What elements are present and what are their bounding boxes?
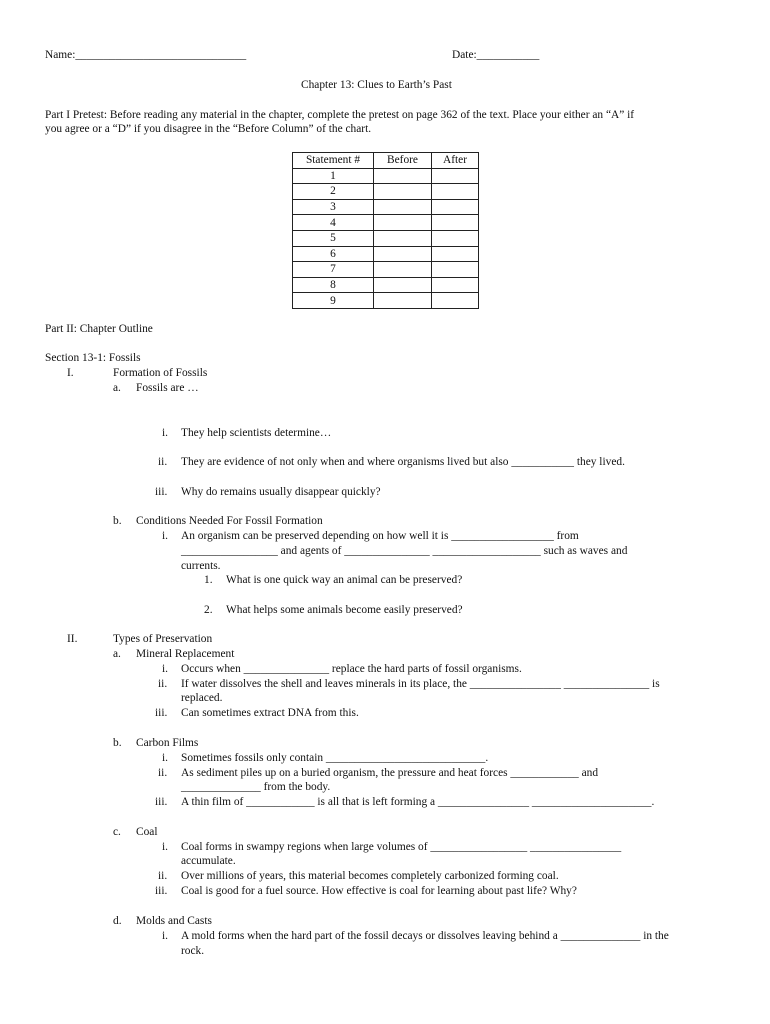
table-row bbox=[293, 215, 479, 231]
before-cell[interactable] bbox=[374, 293, 432, 309]
outline-letter: b. bbox=[113, 737, 122, 749]
statement-number: 4 bbox=[293, 215, 374, 231]
before-cell[interactable] bbox=[374, 199, 432, 215]
item-text: They help scientists determine… bbox=[181, 427, 332, 439]
outline-roman: ii. bbox=[158, 456, 168, 468]
item-text: currents. bbox=[181, 560, 221, 572]
heading-formation: Formation of Fossils bbox=[113, 367, 208, 379]
outline-letter: a. bbox=[113, 648, 121, 660]
chart-header-row bbox=[293, 153, 479, 169]
statement-number: 5 bbox=[293, 230, 374, 246]
item-text: Conditions Needed For Fossil Formation bbox=[136, 515, 323, 527]
outline-letter: b. bbox=[113, 515, 122, 527]
before-cell[interactable] bbox=[374, 168, 432, 184]
outline-roman: ii. bbox=[158, 678, 168, 690]
item-text: Can sometimes extract DNA from this. bbox=[181, 707, 359, 719]
statement-number: 7 bbox=[293, 262, 374, 278]
after-cell[interactable] bbox=[432, 293, 479, 309]
table-row bbox=[293, 230, 479, 246]
item-text: An organism can be preserved depending on how well it is __________________ from bbox=[181, 530, 579, 542]
item-text: Coal bbox=[136, 826, 158, 838]
item-text: Carbon Films bbox=[136, 737, 199, 749]
chart-header-statement: Statement # bbox=[293, 153, 374, 169]
outline-number: 1. bbox=[204, 574, 213, 586]
outline-letter: c. bbox=[113, 826, 121, 838]
item-text: _________________ and agents of _______________ ___________________ such as waves and bbox=[181, 545, 628, 557]
after-cell[interactable] bbox=[432, 277, 479, 293]
outline-roman: i. bbox=[162, 930, 169, 942]
outline-number: I. bbox=[67, 367, 74, 379]
chart-header-after: After bbox=[432, 153, 479, 169]
part1-instructions-line2: you agree or a “D” if you disagree in the “Before Column” of the chart. bbox=[45, 123, 372, 135]
statement-number: 8 bbox=[293, 277, 374, 293]
after-cell[interactable] bbox=[432, 199, 479, 215]
item-text: rock. bbox=[181, 945, 205, 957]
section-title: Section 13-1: Fossils bbox=[45, 352, 141, 364]
item-text: Molds and Casts bbox=[136, 915, 212, 927]
item-text: If water dissolves the shell and leaves minerals in its place, the ________________ _______________ is bbox=[181, 678, 660, 690]
item-text: A thin film of ____________ is all that is left forming a ________________ _____________________. bbox=[181, 796, 655, 808]
name-field[interactable]: Name:______________________________ bbox=[45, 49, 247, 61]
table-row bbox=[293, 277, 479, 293]
date-field[interactable]: Date:___________ bbox=[452, 49, 540, 61]
item-text: Sometimes fossils only contain ____________________________. bbox=[181, 752, 489, 764]
table-row bbox=[293, 293, 479, 309]
after-cell[interactable] bbox=[432, 168, 479, 184]
outline-letter: a. bbox=[113, 382, 121, 394]
page-title: Chapter 13: Clues to Earth’s Past bbox=[301, 79, 452, 91]
outline-roman: i. bbox=[162, 841, 169, 853]
item-text: Occurs when _______________ replace the hard parts of fossil organisms. bbox=[181, 663, 522, 675]
part2-title: Part II: Chapter Outline bbox=[45, 323, 153, 335]
after-cell[interactable] bbox=[432, 215, 479, 231]
table-row bbox=[293, 168, 479, 184]
outline-number: 2. bbox=[204, 604, 213, 616]
item-text: Over millions of years, this material becomes completely carbonized forming coal. bbox=[181, 870, 559, 882]
item-text: What helps some animals become easily preserved? bbox=[226, 604, 463, 616]
after-cell[interactable] bbox=[432, 246, 479, 262]
before-cell[interactable] bbox=[374, 246, 432, 262]
item-text: Fossils are … bbox=[136, 382, 199, 394]
item-text: Coal forms in swampy regions when large volumes of _________________ ________________ bbox=[181, 841, 622, 853]
statement-number: 3 bbox=[293, 199, 374, 215]
before-cell[interactable] bbox=[374, 230, 432, 246]
table-row bbox=[293, 262, 479, 278]
outline-roman: i. bbox=[162, 752, 169, 764]
item-text: A mold forms when the hard part of the fossil decays or dissolves leaving behind a ______________ in the bbox=[181, 930, 669, 942]
outline-roman: ii. bbox=[158, 870, 168, 882]
statement-number: 6 bbox=[293, 246, 374, 262]
item-text: What is one quick way an animal can be preserved? bbox=[226, 574, 463, 586]
item-text: accumulate. bbox=[181, 855, 236, 867]
after-cell[interactable] bbox=[432, 184, 479, 200]
statement-number: 2 bbox=[293, 184, 374, 200]
outline-roman: iii. bbox=[155, 486, 168, 498]
chart-header-before: Before bbox=[374, 153, 432, 169]
outline-roman: ii. bbox=[158, 767, 168, 779]
before-cell[interactable] bbox=[374, 262, 432, 278]
outline-roman: i. bbox=[162, 663, 169, 675]
outline-number: II. bbox=[67, 633, 78, 645]
after-cell[interactable] bbox=[432, 262, 479, 278]
item-text: Mineral Replacement bbox=[136, 648, 235, 660]
before-cell[interactable] bbox=[374, 215, 432, 231]
pretest-chart bbox=[292, 152, 479, 309]
item-text: ______________ from the body. bbox=[181, 781, 331, 793]
table-row bbox=[293, 199, 479, 215]
item-text: They are evidence of not only when and where organisms lived but also ___________ they lived. bbox=[181, 456, 625, 468]
table-row bbox=[293, 184, 479, 200]
item-text: replaced. bbox=[181, 692, 223, 704]
heading-types: Types of Preservation bbox=[113, 633, 213, 645]
after-cell[interactable] bbox=[432, 230, 479, 246]
before-cell[interactable] bbox=[374, 184, 432, 200]
statement-number: 1 bbox=[293, 168, 374, 184]
statement-number: 9 bbox=[293, 293, 374, 309]
outline-roman: i. bbox=[162, 530, 169, 542]
outline-letter: d. bbox=[113, 915, 122, 927]
table-row bbox=[293, 246, 479, 262]
item-text: Why do remains usually disappear quickly? bbox=[181, 486, 381, 498]
item-text: Coal is good for a fuel source. How effective is coal for learning about past life? Why? bbox=[181, 885, 577, 897]
outline-roman: iii. bbox=[155, 707, 168, 719]
outline-roman: i. bbox=[162, 427, 169, 439]
outline-roman: iii. bbox=[155, 885, 168, 897]
before-cell[interactable] bbox=[374, 277, 432, 293]
part1-instructions-line1: Part I Pretest: Before reading any material in the chapter, complete the pretest on page 362 of the text. Place your either an “A” if bbox=[45, 109, 635, 121]
outline-roman: iii. bbox=[155, 796, 168, 808]
item-text: As sediment piles up on a buried organism, the pressure and heat forces ____________ and bbox=[181, 767, 599, 779]
